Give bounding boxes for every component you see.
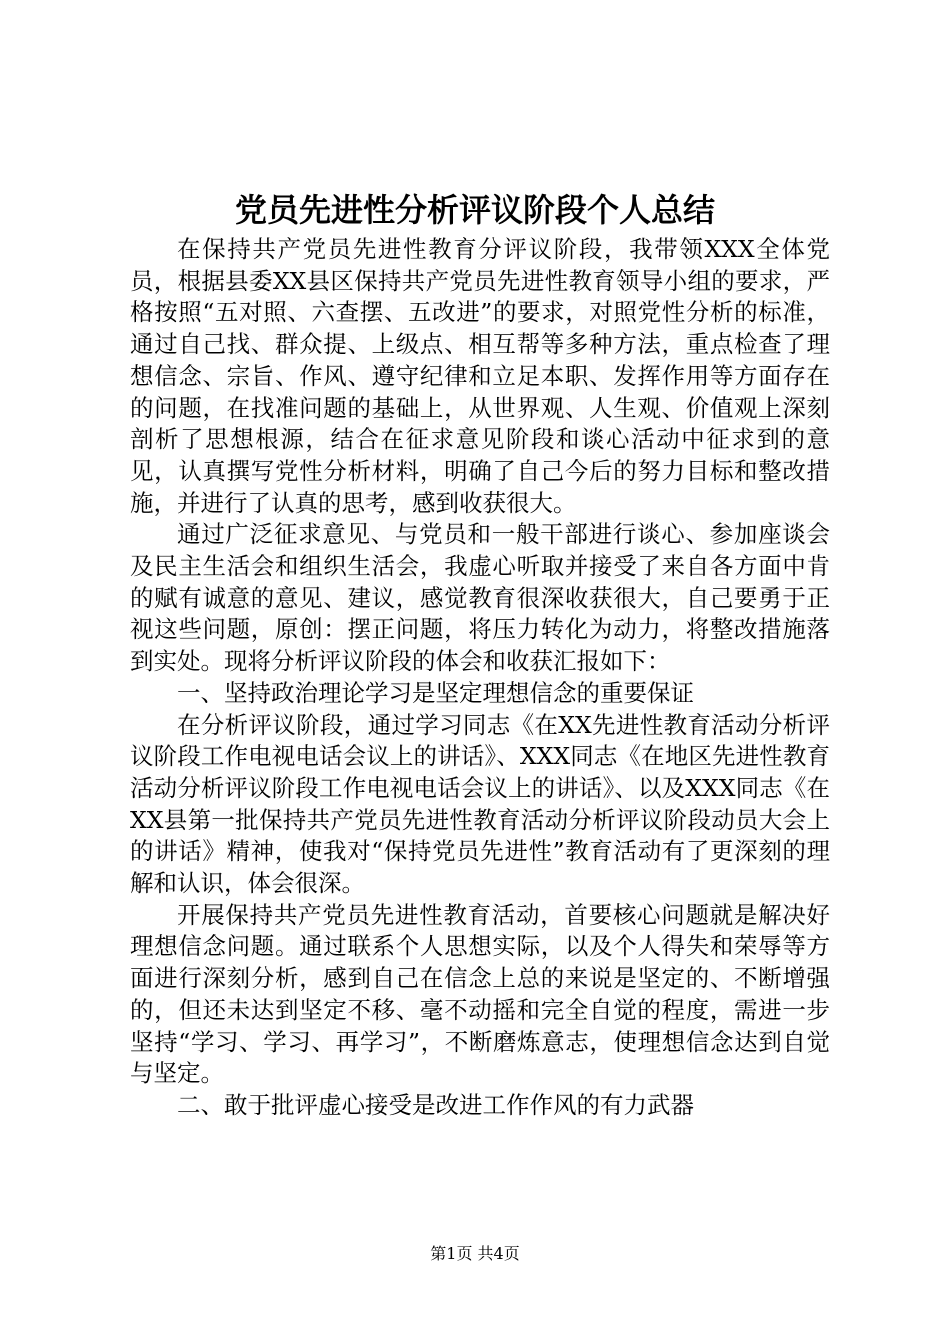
page-number-footer: 第1页 共4页 xyxy=(430,1244,520,1263)
paragraph-ideals: 开展保持共产党员先进性教育活动，首要核心问题就是解决好理想信念问题。通过联系个人思想实际，以及个人得失和荣辱等方面进行深刻分析，感到自己在信念上总的来说是坚定的、不断增强的，但还未达到坚定不移、毫不动摇和完全自觉的程度，需进一步坚持“学习、学习、再学习”，不断磨炼意志，使理想信念达到自觉与坚定。 xyxy=(130,900,830,1088)
paragraph-study: 在分析评议阶段，通过学习同志《在XX先进性教育活动分析评议阶段工作电视电话会议上的讲话》、XXX同志《在地区先进性教育活动分析评议阶段工作电视电话会议上的讲话》、以及XXX同志《在XX县第一批保持共产党员先进性教育活动分析评议阶段动员大会上的讲话》精神，使我对“保持党员先进性”教育活动有了更深刻的理解和认识，体会很深。 xyxy=(130,710,830,898)
paragraph-intro: 在保持共产党员先进性教育分评议阶段，我带领XXX全体党员，根据县委XX县区保持共产党员先进性教育领导小组的要求，严格按照“五对照、六查摆、五改进”的要求，对照党性分析的标准，通过自己找、群众提、上级点、相互帮等多种方法，重点检查了理想信念、宗旨、作风、遵守纪律和立足本职、发挥作用等方面存在的问题，在找准问题的基础上，从世界观、人生观、价值观上深刻剖析了思想根源，结合在征求意见阶段和谈心活动中征求到的意见，认真撰写党性分析材料，明确了自己今后的努力目标和整改措施，并进行了认真的思考，感到收获很大。 xyxy=(130,235,830,517)
section-heading-2: 二、敢于批评虚心接受是改进工作作风的有力武器 xyxy=(177,1090,694,1119)
document-body xyxy=(130,234,830,1122)
section-heading-1: 一、坚持政治理论学习是坚定理想信念的重要保证 xyxy=(177,678,694,707)
document-title: 党员先进性分析评议阶段个人总结 xyxy=(234,191,715,229)
paragraph-feedback: 通过广泛征求意见、与党员和一般干部进行谈心、参加座谈会及民主生活会和组织生活会，我虚心听取并接受了来自各方面中肯的赋有诚意的意见、建议，感觉教育很深收获很大，自己要勇于正视这些问题，原创：摆正问题，将压力转化为动力，将整改措施落到实处。现将分析评议阶段的体会和收获汇报如下： xyxy=(130,520,830,676)
